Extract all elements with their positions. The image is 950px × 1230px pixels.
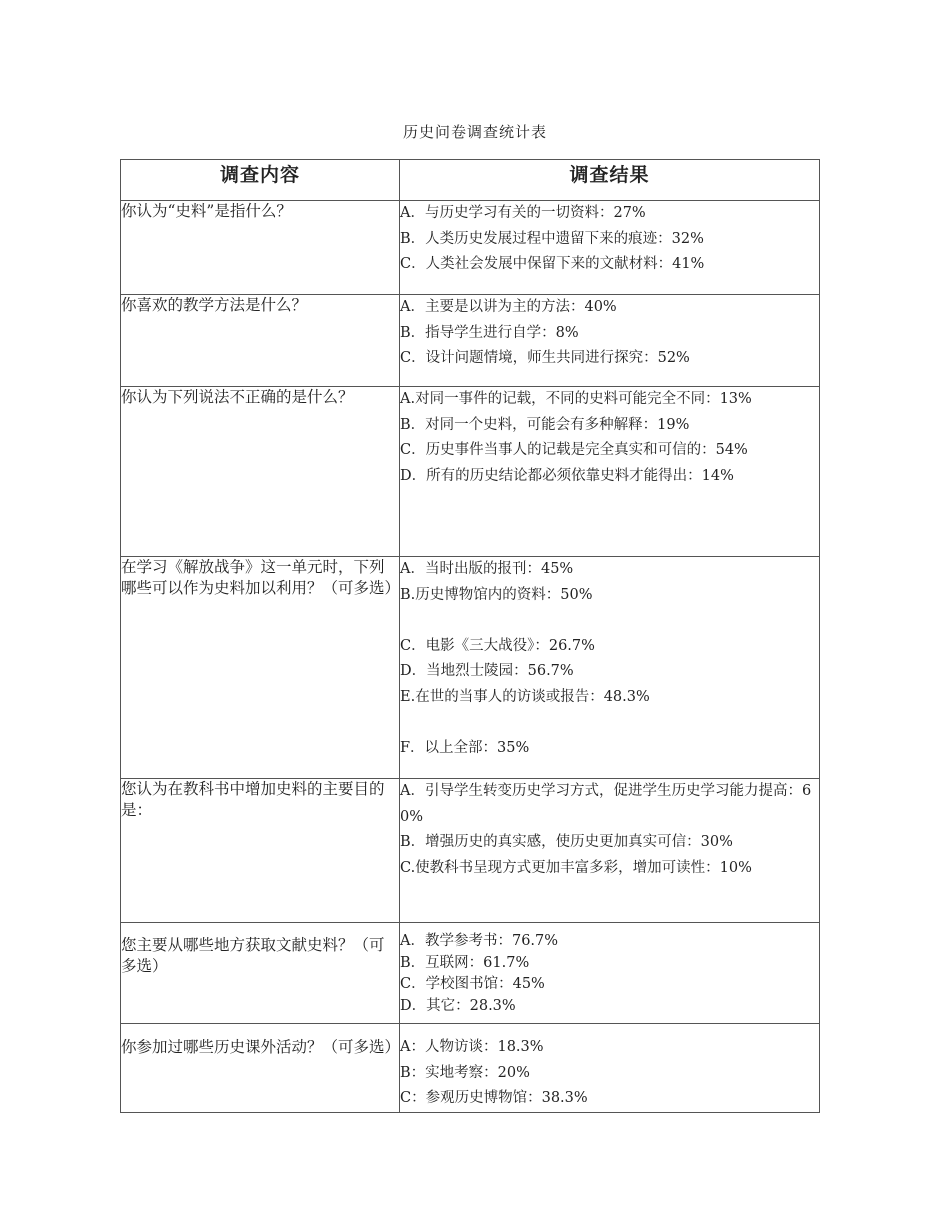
result-cell <box>400 201 820 295</box>
table-row <box>121 295 820 387</box>
question-cell: 您主要从哪些地方获取文献史料？（可多选） <box>121 923 400 1024</box>
result-option: C.使教科书呈现方式更加丰富多彩，增加可读性：10% <box>400 859 752 876</box>
result-option: C．人类社会发展中保留下来的文献材料：41% <box>400 256 705 272</box>
question-cell: 在学习《解放战争》这一单元时，下列哪些可以作为史料加以利用？（可多选） <box>121 557 400 779</box>
result-cell <box>400 779 820 923</box>
question-cell: 你参加过哪些历史课外活动？（可多选） <box>121 1024 400 1113</box>
result-option: C．设计问题情境，师生共同进行探究：52% <box>400 350 690 366</box>
table-row <box>121 387 820 557</box>
result-cell <box>400 1024 820 1113</box>
table-row <box>121 557 820 779</box>
column-header-content: 调查内容 <box>121 160 400 201</box>
result-option: D．所有的历史结论都必须依靠史料才能得出：14% <box>400 467 734 484</box>
result-option: A：人物访谈：18.3% <box>400 1039 544 1055</box>
result-cell <box>400 557 820 779</box>
result-option: A.对同一事件的记载，不同的史料可能完全不同：13% <box>400 391 752 407</box>
result-option: C．历史事件当事人的记载是完全真实和可信的：54% <box>400 442 748 458</box>
survey-table <box>120 159 820 1113</box>
result-option: B．增强历史的真实感，使历史更加真实可信：30% <box>400 834 733 850</box>
table-header-row <box>121 160 820 201</box>
result-option: A．引导学生转变历史学习方式，促进学生历史学习能力提高：60% <box>400 783 812 825</box>
result-option: D．当地烈士陵园：56.7% <box>400 663 574 679</box>
result-cell <box>400 923 820 1024</box>
result-cell <box>400 387 820 557</box>
result-option: B．互联网：61.7% <box>400 954 530 971</box>
result-option: B：实地考察：20% <box>400 1064 530 1081</box>
table-row <box>121 779 820 923</box>
result-option: A．当时出版的报刊：45% <box>400 561 574 577</box>
result-option: B．人类历史发展过程中遗留下来的痕迹：32% <box>400 230 704 247</box>
column-header-result: 调查结果 <box>400 160 820 201</box>
page-title: 历史问卷调查统计表 <box>402 123 547 141</box>
result-option: B．对同一个史料，可能会有多种解释：19% <box>400 416 690 433</box>
question-cell: 你喜欢的教学方法是什么？ <box>121 295 400 387</box>
table-row <box>121 1024 820 1113</box>
table-row <box>121 923 820 1024</box>
result-option: C：参观历史博物馆：38.3% <box>400 1090 588 1106</box>
result-option: D．其它：28.3% <box>400 997 516 1014</box>
question-cell: 您认为在教科书中增加史料的主要目的是： <box>121 779 400 923</box>
result-cell <box>400 295 820 387</box>
result-option: B．指导学生进行自学：8% <box>400 324 579 341</box>
result-option: A．主要是以讲为主的方法：40% <box>400 299 617 315</box>
question-cell: 你认为下列说法不正确的是什么？ <box>121 387 400 557</box>
result-option: E.在世的当事人的访谈或报告：48.3% <box>400 688 650 705</box>
question-cell: 你认为“史料”是指什么？ <box>121 201 400 295</box>
result-option: B.历史博物馆内的资料：50% <box>400 586 593 603</box>
result-option: A．教学参考书：76.7% <box>400 933 559 949</box>
result-option: C．学校图书馆：45% <box>400 976 545 992</box>
table-row <box>121 201 820 295</box>
result-option: A．与历史学习有关的一切资料：27% <box>400 205 646 221</box>
result-option: C．电影《三大战役》：26.7% <box>400 637 595 654</box>
result-option: F．以上全部：35% <box>400 739 530 756</box>
